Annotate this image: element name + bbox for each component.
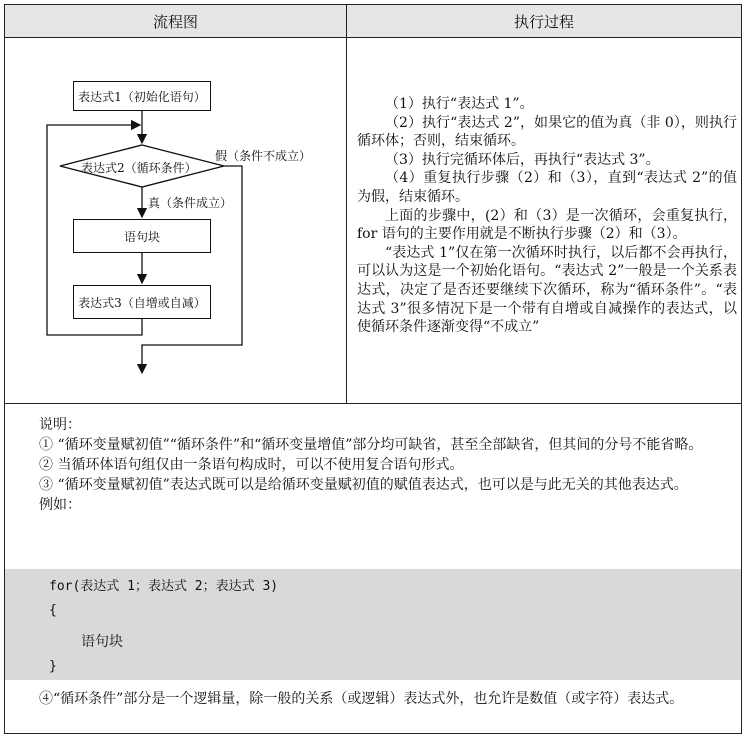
execution-steps: [357, 95, 737, 337]
notes-section: [11, 415, 739, 515]
step-3: （3）执行完循环体后，再执行“表达式 3”。: [385, 151, 660, 168]
step-1: （1）执行“表达式 1”。: [385, 96, 534, 112]
true-label: 真（条件成立）: [148, 196, 233, 210]
column-divider: [346, 37, 347, 403]
init-expression-box: 表达式1（初始化语句）: [73, 81, 211, 111]
step-2: （2）执行“表达式 2”，如果它的值为真（非 0），则执行循环体；否则，结束循环。: [357, 114, 737, 150]
note-2: ② 当循环体语句组仅由一条语句构成时，可以不使用复合语句形式。: [39, 457, 464, 473]
note-1: ① “循环变量赋初值”“循环条件”和“循环变量增值”部分均可缺省，甚至全部缺省，但其间的分号不能省略。: [39, 437, 703, 453]
note-4-section: [11, 689, 739, 709]
example-label: 例如：: [39, 497, 81, 513]
step-explanation: “表达式 1”仅在第一次循环时执行，以后都不会再执行，可以认为这是一个初始化语句。“表达式 2”一般是一个关系表达式，决定了是否还要继续下次循环，称为“循环条件”。“表达式 3”很多情况下是一个带有自增或自减操作的表达式，以使循环条件逐渐变得“不成立”: [357, 244, 737, 336]
header-flowchart: 流程图: [5, 5, 347, 38]
statement-block-box: 语句块: [73, 219, 211, 253]
increment-expression-box: 表达式3（自增或自减）: [73, 285, 211, 319]
notes-title: 说明：: [39, 417, 81, 433]
code-example: [5, 569, 741, 680]
header-execution: 执行过程: [347, 5, 741, 38]
false-label: 假（条件不成立）: [215, 149, 312, 163]
row-divider: [5, 403, 741, 404]
code-line-close-brace: }: [49, 659, 57, 674]
code-line-for: for(表达式 1；表达式 2；表达式 3): [49, 579, 279, 594]
step-4: （4）重复执行步骤（2）和（3），直到“表达式 2”的值为假，结束循环。: [357, 170, 737, 205]
content-table: [4, 4, 742, 734]
code-line-open-brace: {: [49, 603, 57, 618]
note-4: ④“循环条件”部分是一个逻辑量，除一般的关系（或逻辑）表达式外，也允许是数值（或字符）表达式。: [39, 691, 684, 707]
note-3: ③ “循环变量赋初值”表达式既可以是给循环变量赋初值的赋值表达式，也可以是与此无关的其他表达式。: [39, 477, 688, 493]
code-line-block: 语句块: [81, 634, 123, 650]
condition-label: 表达式2（循环条件）: [81, 161, 197, 175]
step-summary: 上面的步骤中，(2）和（3）是一次循环，会重复执行，for 语句的主要作用就是不断执行步骤（2）和（3）。: [357, 207, 737, 243]
